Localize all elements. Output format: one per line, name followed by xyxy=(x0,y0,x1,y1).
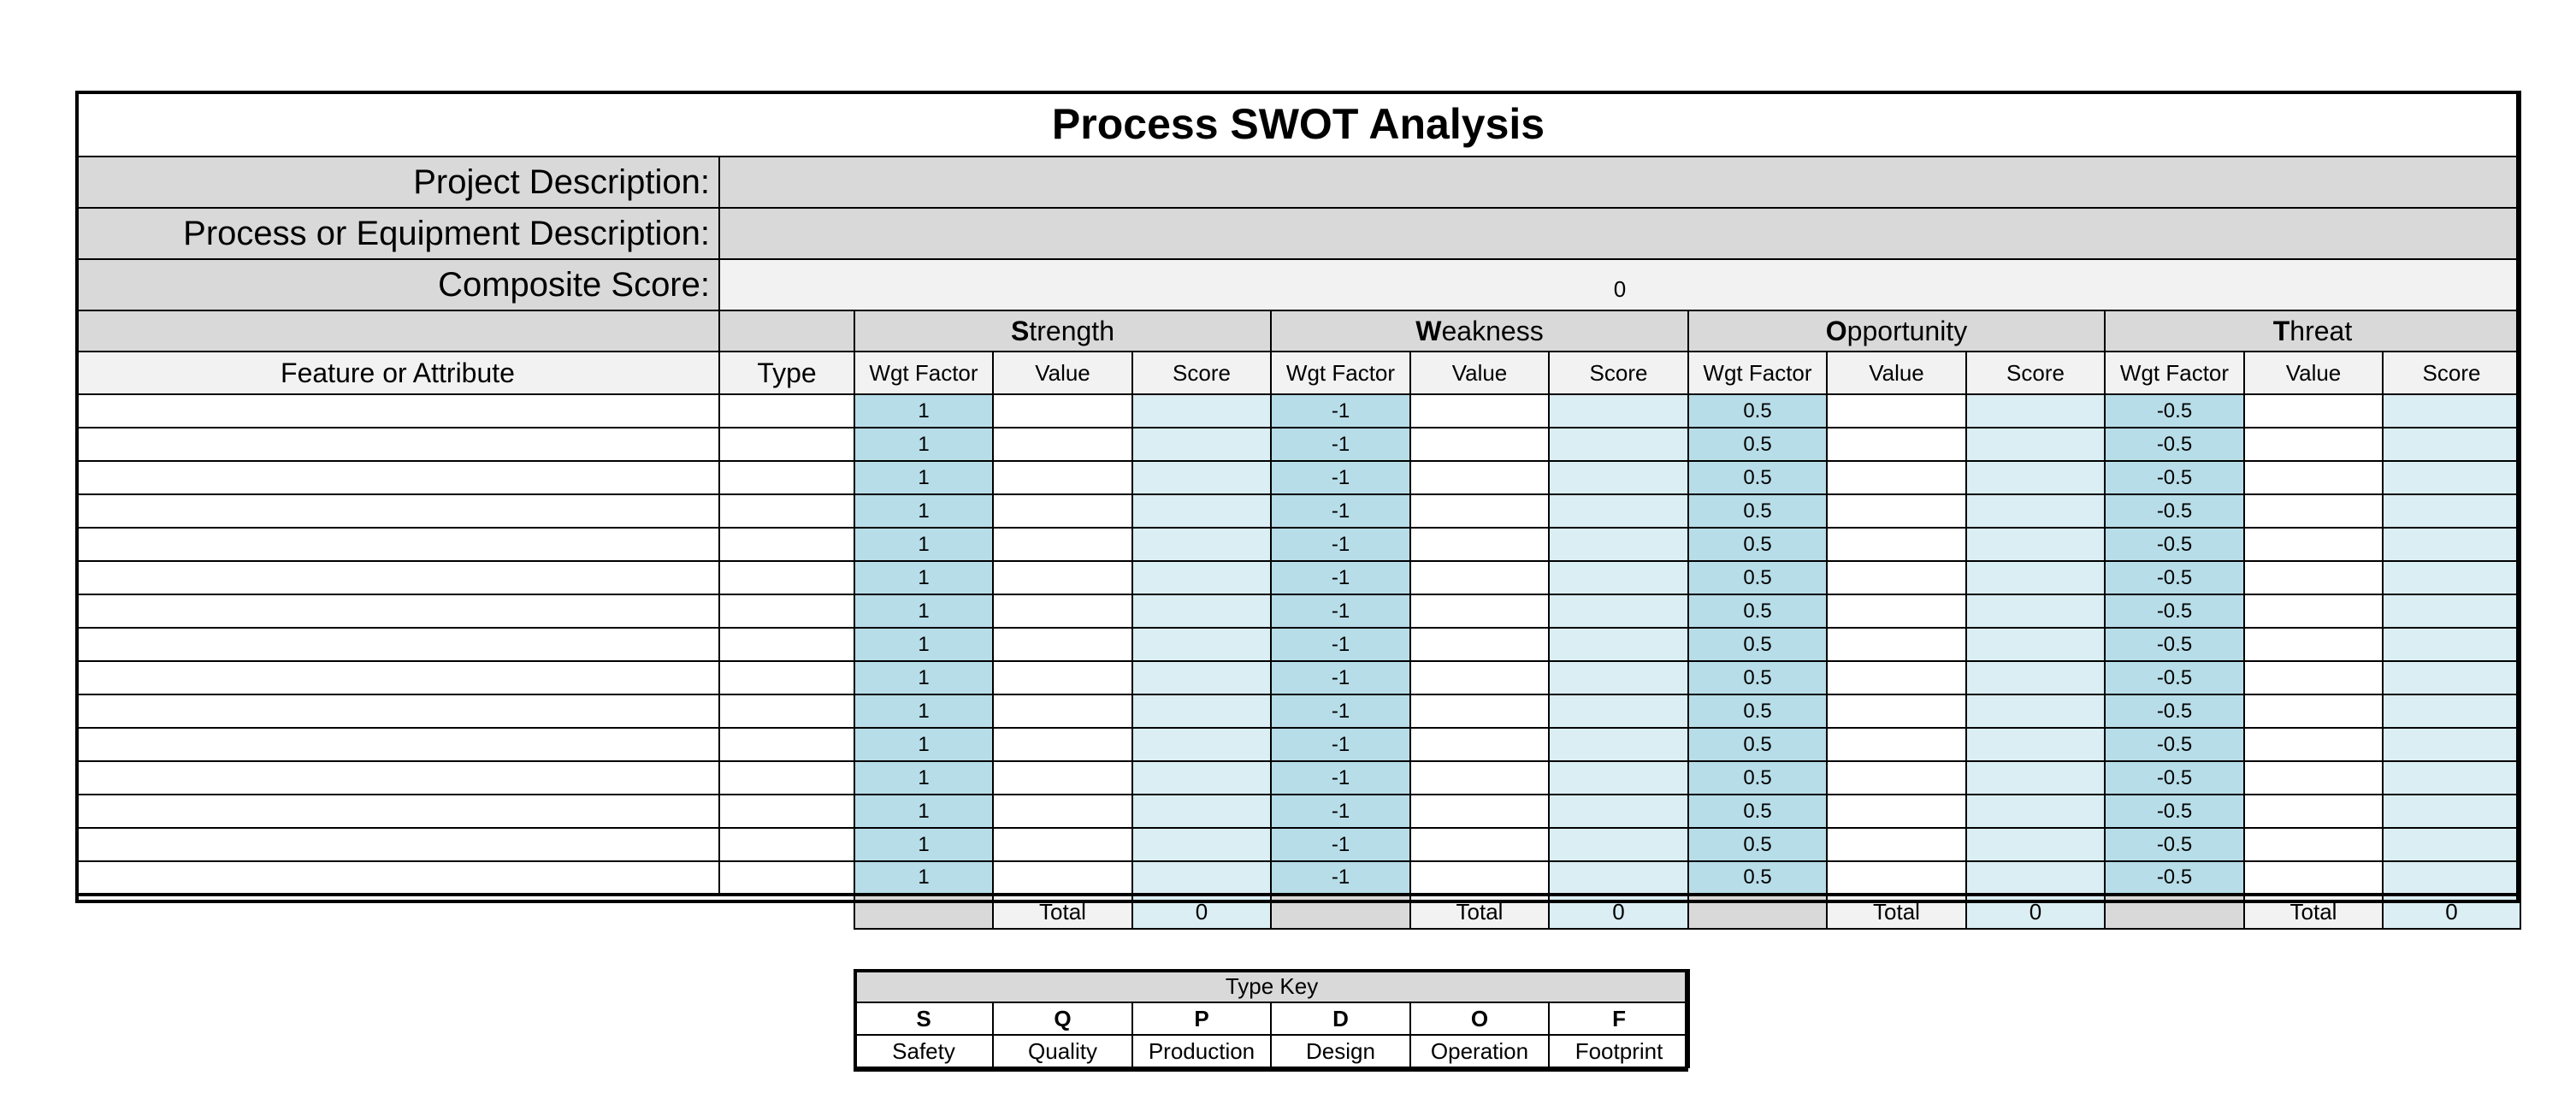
feature-column-header: Feature or Attribute xyxy=(76,352,719,394)
threat-value-cell[interactable] xyxy=(2244,428,2383,461)
feature-cell[interactable] xyxy=(76,694,719,728)
opportunity-value-cell[interactable] xyxy=(1827,795,1966,828)
weakness-wgt-cell[interactable]: -1 xyxy=(1271,428,1410,461)
feature-cell[interactable] xyxy=(76,861,719,895)
opportunity-wgt-cell[interactable]: 0.5 xyxy=(1688,628,1827,661)
table-row xyxy=(76,428,2520,461)
weakness-total-blank xyxy=(1271,895,1410,929)
threat-wgt-cell[interactable]: -0.5 xyxy=(2105,394,2244,428)
feature-cell[interactable] xyxy=(76,661,719,694)
weakness-value-cell[interactable] xyxy=(1410,795,1549,828)
strength-wgt-cell[interactable]: 1 xyxy=(854,861,993,895)
threat-score-cell xyxy=(2383,661,2520,694)
strength-value-cell[interactable] xyxy=(993,628,1132,661)
weakness-score-cell xyxy=(1549,694,1688,728)
weakness-wgt-cell[interactable]: -1 xyxy=(1271,728,1410,761)
strength-score-cell xyxy=(1132,461,1271,494)
threat-value-header: Value xyxy=(2244,352,2383,394)
feature-cell[interactable] xyxy=(76,594,719,628)
strength-score-cell xyxy=(1132,394,1271,428)
opportunity-score-cell xyxy=(1966,861,2105,895)
opportunity-value-cell[interactable] xyxy=(1827,861,1966,895)
type-code: D xyxy=(1271,1002,1410,1035)
weakness-value-cell[interactable] xyxy=(1410,661,1549,694)
weakness-wgt-cell[interactable]: -1 xyxy=(1271,594,1410,628)
threat-score-cell xyxy=(2383,494,2520,528)
table-row xyxy=(76,494,2520,528)
opportunity-score-cell xyxy=(1966,594,2105,628)
strength-wgt-cell[interactable]: 1 xyxy=(854,394,993,428)
opportunity-value-cell[interactable] xyxy=(1827,461,1966,494)
opportunity-score-header: Score xyxy=(1966,352,2105,394)
strength-wgt-cell[interactable]: 1 xyxy=(854,594,993,628)
strength-score-cell xyxy=(1132,528,1271,561)
type-name: Operation xyxy=(1410,1035,1549,1067)
type-name: Quality xyxy=(993,1035,1132,1067)
strength-score-cell xyxy=(1132,728,1271,761)
opportunity-wgt-cell[interactable]: 0.5 xyxy=(1688,494,1827,528)
threat-score-cell xyxy=(2383,461,2520,494)
table-row xyxy=(76,728,2520,761)
opportunity-wgt-cell[interactable]: 0.5 xyxy=(1688,795,1827,828)
opportunity-value-cell[interactable] xyxy=(1827,761,1966,795)
strength-value-cell[interactable] xyxy=(993,728,1132,761)
type-cell[interactable] xyxy=(719,728,854,761)
weakness-wgt-cell[interactable]: -1 xyxy=(1271,661,1410,694)
threat-wgt-cell[interactable]: -0.5 xyxy=(2105,694,2244,728)
weakness-score-cell xyxy=(1549,795,1688,828)
opportunity-score-cell xyxy=(1966,528,2105,561)
weakness-wgt-cell[interactable]: -1 xyxy=(1271,694,1410,728)
opportunity-wgt-cell[interactable]: 0.5 xyxy=(1688,828,1827,861)
composite-score-value: 0 xyxy=(719,259,2520,310)
opportunity-value-cell[interactable] xyxy=(1827,428,1966,461)
threat-value-cell[interactable] xyxy=(2244,761,2383,795)
feature-cell[interactable] xyxy=(76,761,719,795)
table-row xyxy=(76,394,2520,428)
feature-cell[interactable] xyxy=(76,494,719,528)
strength-total-label: Total xyxy=(993,895,1132,929)
threat-value-cell[interactable] xyxy=(2244,394,2383,428)
strength-score-cell xyxy=(1132,594,1271,628)
opportunity-value-cell[interactable] xyxy=(1827,661,1966,694)
type-cell[interactable] xyxy=(719,761,854,795)
strength-score-cell xyxy=(1132,861,1271,895)
type-cell[interactable] xyxy=(719,694,854,728)
strength-value-cell[interactable] xyxy=(993,594,1132,628)
strength-value-cell[interactable] xyxy=(993,861,1132,895)
strength-wgt-cell[interactable]: 1 xyxy=(854,628,993,661)
totals-blank-cell xyxy=(76,895,719,929)
table-row xyxy=(76,628,2520,661)
opportunity-value-cell[interactable] xyxy=(1827,494,1966,528)
strength-wgt-cell[interactable]: 1 xyxy=(854,528,993,561)
threat-wgt-cell[interactable]: -0.5 xyxy=(2105,528,2244,561)
threat-wgt-cell[interactable]: -0.5 xyxy=(2105,461,2244,494)
weakness-wgt-cell[interactable]: -1 xyxy=(1271,828,1410,861)
threat-wgt-cell[interactable]: -0.5 xyxy=(2105,728,2244,761)
swot-table xyxy=(75,91,2521,930)
type-cell[interactable] xyxy=(719,461,854,494)
threat-value-cell[interactable] xyxy=(2244,795,2383,828)
weakness-score-cell xyxy=(1549,628,1688,661)
weakness-score-cell xyxy=(1549,528,1688,561)
weakness-value-cell[interactable] xyxy=(1410,628,1549,661)
opportunity-value-cell[interactable] xyxy=(1827,628,1966,661)
threat-score-cell xyxy=(2383,528,2520,561)
strength-wgt-cell[interactable]: 1 xyxy=(854,761,993,795)
weakness-wgt-cell[interactable]: -1 xyxy=(1271,394,1410,428)
opportunity-wgt-cell[interactable]: 0.5 xyxy=(1688,428,1827,461)
threat-wgt-cell[interactable]: -0.5 xyxy=(2105,428,2244,461)
threat-value-cell[interactable] xyxy=(2244,628,2383,661)
table-row xyxy=(76,528,2520,561)
strength-value-cell[interactable] xyxy=(993,428,1132,461)
table-row xyxy=(76,661,2520,694)
weakness-wgt-cell[interactable]: -1 xyxy=(1271,528,1410,561)
weakness-wgt-cell[interactable]: -1 xyxy=(1271,761,1410,795)
threat-score-cell xyxy=(2383,728,2520,761)
threat-wgt-cell[interactable]: -0.5 xyxy=(2105,828,2244,861)
threat-value-cell[interactable] xyxy=(2244,661,2383,694)
threat-total-label: Total xyxy=(2244,895,2383,929)
strength-score-header: Score xyxy=(1132,352,1271,394)
opportunity-wgt-cell[interactable]: 0.5 xyxy=(1688,694,1827,728)
type-cell[interactable] xyxy=(719,628,854,661)
strength-value-cell[interactable] xyxy=(993,661,1132,694)
process-description-label: Process or Equipment Description: xyxy=(76,208,719,259)
type-cell[interactable] xyxy=(719,861,854,895)
weakness-score-cell xyxy=(1549,461,1688,494)
threat-wgt-cell[interactable]: -0.5 xyxy=(2105,561,2244,594)
weakness-value-cell[interactable] xyxy=(1410,428,1549,461)
opportunity-wgt-cell[interactable]: 0.5 xyxy=(1688,561,1827,594)
table-row xyxy=(76,461,2520,494)
type-code: P xyxy=(1132,1002,1271,1035)
opportunity-score-cell xyxy=(1966,628,2105,661)
process-description-input[interactable] xyxy=(719,208,2520,259)
weakness-score-cell xyxy=(1549,761,1688,795)
threat-score-header: Score xyxy=(2383,352,2520,394)
opportunity-wgt-cell[interactable]: 0.5 xyxy=(1688,461,1827,494)
opportunity-value-cell[interactable] xyxy=(1827,528,1966,561)
strength-score-cell xyxy=(1132,828,1271,861)
threat-value-cell[interactable] xyxy=(2244,461,2383,494)
weakness-score-cell xyxy=(1549,861,1688,895)
strength-value-cell[interactable] xyxy=(993,528,1132,561)
weakness-wgt-cell[interactable]: -1 xyxy=(1271,628,1410,661)
strength-score-cell xyxy=(1132,428,1271,461)
threat-total-blank xyxy=(2105,895,2244,929)
threat-score-cell xyxy=(2383,861,2520,895)
weakness-value-cell[interactable] xyxy=(1410,494,1549,528)
strength-wgt-header: Wgt Factor xyxy=(854,352,993,394)
strength-wgt-cell[interactable]: 1 xyxy=(854,795,993,828)
weakness-score-cell xyxy=(1549,728,1688,761)
threat-value-cell[interactable] xyxy=(2244,694,2383,728)
strength-wgt-cell[interactable]: 1 xyxy=(854,828,993,861)
strength-score-cell xyxy=(1132,628,1271,661)
opportunity-value-cell[interactable] xyxy=(1827,828,1966,861)
feature-cell[interactable] xyxy=(76,728,719,761)
opportunity-total-blank xyxy=(1688,895,1827,929)
type-cell[interactable] xyxy=(719,795,854,828)
strength-wgt-cell[interactable]: 1 xyxy=(854,461,993,494)
threat-score-cell xyxy=(2383,394,2520,428)
type-code: Q xyxy=(993,1002,1132,1035)
project-description-label: Project Description: xyxy=(76,157,719,208)
opportunity-value-cell[interactable] xyxy=(1827,394,1966,428)
weakness-value-cell[interactable] xyxy=(1410,828,1549,861)
opportunity-score-cell xyxy=(1966,561,2105,594)
feature-cell[interactable] xyxy=(76,628,719,661)
composite-score-label: Composite Score: xyxy=(76,259,719,310)
threat-value-cell[interactable] xyxy=(2244,494,2383,528)
table-row xyxy=(76,761,2520,795)
category-blank-cell xyxy=(76,310,719,352)
opportunity-value-cell[interactable] xyxy=(1827,594,1966,628)
threat-score-cell xyxy=(2383,428,2520,461)
strength-value-cell[interactable] xyxy=(993,461,1132,494)
weakness-wgt-cell[interactable]: -1 xyxy=(1271,461,1410,494)
weakness-wgt-cell[interactable]: -1 xyxy=(1271,861,1410,895)
threat-value-cell[interactable] xyxy=(2244,528,2383,561)
strength-score-cell xyxy=(1132,694,1271,728)
category-opportunity: Opportunity xyxy=(1688,310,2105,352)
strength-score-cell xyxy=(1132,494,1271,528)
opportunity-wgt-cell[interactable]: 0.5 xyxy=(1688,728,1827,761)
threat-wgt-cell[interactable]: -0.5 xyxy=(2105,661,2244,694)
table-row xyxy=(76,561,2520,594)
weakness-score-cell xyxy=(1549,494,1688,528)
strength-total-blank xyxy=(854,895,993,929)
type-code: O xyxy=(1410,1002,1549,1035)
opportunity-wgt-cell[interactable]: 0.5 xyxy=(1688,661,1827,694)
type-code: F xyxy=(1549,1002,1689,1035)
type-cell[interactable] xyxy=(719,661,854,694)
type-code: S xyxy=(854,1002,993,1035)
type-cell[interactable] xyxy=(719,828,854,861)
weakness-wgt-header: Wgt Factor xyxy=(1271,352,1410,394)
weakness-total-value: 0 xyxy=(1549,895,1688,929)
totals-blank-cell xyxy=(719,895,854,929)
threat-value-cell[interactable] xyxy=(2244,861,2383,895)
threat-wgt-cell[interactable]: -0.5 xyxy=(2105,761,2244,795)
type-cell[interactable] xyxy=(719,594,854,628)
type-name: Footprint xyxy=(1549,1035,1689,1067)
strength-total-value: 0 xyxy=(1132,895,1271,929)
threat-score-cell xyxy=(2383,561,2520,594)
type-name: Production xyxy=(1132,1035,1271,1067)
type-cell[interactable] xyxy=(719,494,854,528)
threat-wgt-cell[interactable]: -0.5 xyxy=(2105,594,2244,628)
type-key-title: Type Key xyxy=(854,970,1689,1002)
opportunity-wgt-cell[interactable]: 0.5 xyxy=(1688,761,1827,795)
weakness-score-cell xyxy=(1549,561,1688,594)
threat-score-cell xyxy=(2383,594,2520,628)
strength-score-cell xyxy=(1132,795,1271,828)
threat-value-cell[interactable] xyxy=(2244,728,2383,761)
feature-cell[interactable] xyxy=(76,461,719,494)
table-row xyxy=(76,795,2520,828)
threat-value-cell[interactable] xyxy=(2244,594,2383,628)
type-name: Safety xyxy=(854,1035,993,1067)
weakness-wgt-cell[interactable]: -1 xyxy=(1271,795,1410,828)
threat-wgt-header: Wgt Factor xyxy=(2105,352,2244,394)
category-blank-cell xyxy=(719,310,854,352)
weakness-value-cell[interactable] xyxy=(1410,461,1549,494)
opportunity-score-cell xyxy=(1966,394,2105,428)
category-weakness: Weakness xyxy=(1271,310,1688,352)
weakness-value-cell[interactable] xyxy=(1410,761,1549,795)
weakness-score-cell xyxy=(1549,661,1688,694)
weakness-score-header: Score xyxy=(1549,352,1688,394)
strength-value-cell[interactable] xyxy=(993,795,1132,828)
threat-score-cell xyxy=(2383,795,2520,828)
opportunity-score-cell xyxy=(1966,728,2105,761)
type-column-header: Type xyxy=(719,352,854,394)
weakness-value-cell[interactable] xyxy=(1410,694,1549,728)
opportunity-total-label: Total xyxy=(1827,895,1966,929)
type-cell[interactable] xyxy=(719,561,854,594)
opportunity-score-cell xyxy=(1966,694,2105,728)
opportunity-wgt-cell[interactable]: 0.5 xyxy=(1688,394,1827,428)
strength-wgt-cell[interactable]: 1 xyxy=(854,428,993,461)
strength-score-cell xyxy=(1132,761,1271,795)
feature-cell[interactable] xyxy=(76,828,719,861)
weakness-value-cell[interactable] xyxy=(1410,861,1549,895)
strength-wgt-cell[interactable]: 1 xyxy=(854,694,993,728)
threat-total-value: 0 xyxy=(2383,895,2520,929)
strength-value-header: Value xyxy=(993,352,1132,394)
weakness-value-cell[interactable] xyxy=(1410,728,1549,761)
opportunity-wgt-cell[interactable]: 0.5 xyxy=(1688,861,1827,895)
opportunity-total-value: 0 xyxy=(1966,895,2105,929)
project-description-input[interactable] xyxy=(719,157,2520,208)
strength-wgt-cell[interactable]: 1 xyxy=(854,661,993,694)
strength-value-cell[interactable] xyxy=(993,828,1132,861)
type-cell[interactable] xyxy=(719,528,854,561)
table-row xyxy=(76,861,2520,895)
type-cell[interactable] xyxy=(719,428,854,461)
threat-score-cell xyxy=(2383,828,2520,861)
strength-value-cell[interactable] xyxy=(993,394,1132,428)
strength-wgt-cell[interactable]: 1 xyxy=(854,494,993,528)
opportunity-value-cell[interactable] xyxy=(1827,728,1966,761)
strength-value-cell[interactable] xyxy=(993,761,1132,795)
threat-score-cell xyxy=(2383,761,2520,795)
strength-score-cell xyxy=(1132,661,1271,694)
strength-score-cell xyxy=(1132,561,1271,594)
weakness-total-label: Total xyxy=(1410,895,1549,929)
weakness-wgt-cell[interactable]: -1 xyxy=(1271,561,1410,594)
threat-value-cell[interactable] xyxy=(2244,561,2383,594)
weakness-value-cell[interactable] xyxy=(1410,561,1549,594)
threat-score-cell xyxy=(2383,694,2520,728)
threat-wgt-cell[interactable]: -0.5 xyxy=(2105,628,2244,661)
weakness-score-cell xyxy=(1549,394,1688,428)
opportunity-score-cell xyxy=(1966,795,2105,828)
opportunity-score-cell xyxy=(1966,494,2105,528)
table-row xyxy=(76,594,2520,628)
feature-cell[interactable] xyxy=(76,795,719,828)
weakness-score-cell xyxy=(1549,428,1688,461)
weakness-value-cell[interactable] xyxy=(1410,394,1549,428)
strength-value-cell[interactable] xyxy=(993,561,1132,594)
weakness-value-cell[interactable] xyxy=(1410,594,1549,628)
weakness-score-cell xyxy=(1549,594,1688,628)
feature-cell[interactable] xyxy=(76,528,719,561)
table-row xyxy=(76,828,2520,861)
opportunity-score-cell xyxy=(1966,828,2105,861)
opportunity-wgt-header: Wgt Factor xyxy=(1688,352,1827,394)
strength-value-cell[interactable] xyxy=(993,694,1132,728)
threat-wgt-cell[interactable]: -0.5 xyxy=(2105,861,2244,895)
table-row xyxy=(76,694,2520,728)
type-cell[interactable] xyxy=(719,394,854,428)
feature-cell[interactable] xyxy=(76,428,719,461)
feature-cell[interactable] xyxy=(76,561,719,594)
opportunity-wgt-cell[interactable]: 0.5 xyxy=(1688,594,1827,628)
weakness-value-cell[interactable] xyxy=(1410,528,1549,561)
opportunity-wgt-cell[interactable]: 0.5 xyxy=(1688,528,1827,561)
strength-wgt-cell[interactable]: 1 xyxy=(854,561,993,594)
opportunity-value-header: Value xyxy=(1827,352,1966,394)
category-threat: Threat xyxy=(2105,310,2520,352)
weakness-wgt-cell[interactable]: -1 xyxy=(1271,494,1410,528)
opportunity-value-cell[interactable] xyxy=(1827,694,1966,728)
threat-score-cell xyxy=(2383,628,2520,661)
opportunity-value-cell[interactable] xyxy=(1827,561,1966,594)
type-name: Design xyxy=(1271,1035,1410,1067)
opportunity-score-cell xyxy=(1966,428,2105,461)
feature-cell[interactable] xyxy=(76,394,719,428)
opportunity-score-cell xyxy=(1966,661,2105,694)
threat-wgt-cell[interactable]: -0.5 xyxy=(2105,795,2244,828)
category-strength: Strength xyxy=(854,310,1271,352)
opportunity-score-cell xyxy=(1966,461,2105,494)
strength-value-cell[interactable] xyxy=(993,494,1132,528)
opportunity-score-cell xyxy=(1966,761,2105,795)
strength-wgt-cell[interactable]: 1 xyxy=(854,728,993,761)
threat-wgt-cell[interactable]: -0.5 xyxy=(2105,494,2244,528)
type-key-table xyxy=(854,969,1690,1068)
page-title: Process SWOT Analysis xyxy=(76,92,2520,157)
weakness-value-header: Value xyxy=(1410,352,1549,394)
threat-value-cell[interactable] xyxy=(2244,828,2383,861)
weakness-score-cell xyxy=(1549,828,1688,861)
